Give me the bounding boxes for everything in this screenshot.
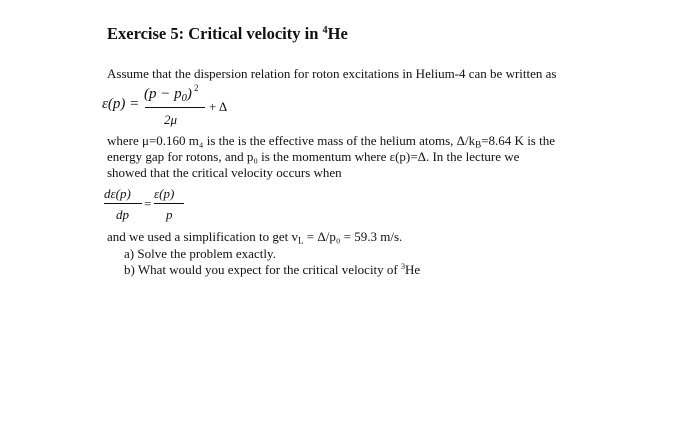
- eq2-bar-left: [104, 203, 142, 204]
- eq2-num-left: dε(p): [104, 186, 131, 201]
- item-a: a) Solve the problem exactly.: [124, 246, 276, 261]
- simplification-line: and we used a simplification to get $v_L = \Delta/p_0 = 59.3$ m/s.: [107, 229, 403, 246]
- intro-text: Assume that the dispersion relation for roton excitations in Helium-4 can be written as: [107, 66, 557, 81]
- title-text: Exercise 5: Critical velocity in: [107, 24, 323, 43]
- eq1-fraction-bar: [145, 107, 205, 108]
- title-element: He: [327, 24, 348, 43]
- eq1-numerator: $(p - p_0)$: [144, 86, 192, 105]
- eq2-den-left: dp: [116, 207, 129, 222]
- eq1-denominator: 2μ: [164, 112, 178, 127]
- eq1-lhs: ε(p) =: [102, 96, 140, 112]
- para-line-1: where μ=0.160 m₄ is the is the effective mass of the helium atoms, $\Delta/k_B=8.64$ K is the: [107, 133, 555, 150]
- eq2-bar-right: [154, 203, 184, 204]
- eq2-den-right: p: [166, 207, 173, 222]
- eq2-num-right: ε(p): [154, 186, 175, 201]
- eq1-exponent: 2: [194, 83, 199, 93]
- para-line-2: energy gap for rotons, and p₀ is the momentum where ε(p)=Δ. In the lecture we: [107, 149, 520, 164]
- critical-condition-equation: [103, 186, 223, 228]
- dispersion-equation: [102, 83, 302, 132]
- exercise-title: [107, 24, 348, 44]
- eq2-equals: =: [144, 196, 152, 211]
- item-b: b) What would you expect for the critical velocity of $^3$He: [124, 262, 421, 277]
- eq1-tail: + Δ: [209, 99, 228, 114]
- title-isotope: 4: [322, 24, 328, 36]
- para-line-3: showed that the critical velocity occurs when: [107, 165, 342, 180]
